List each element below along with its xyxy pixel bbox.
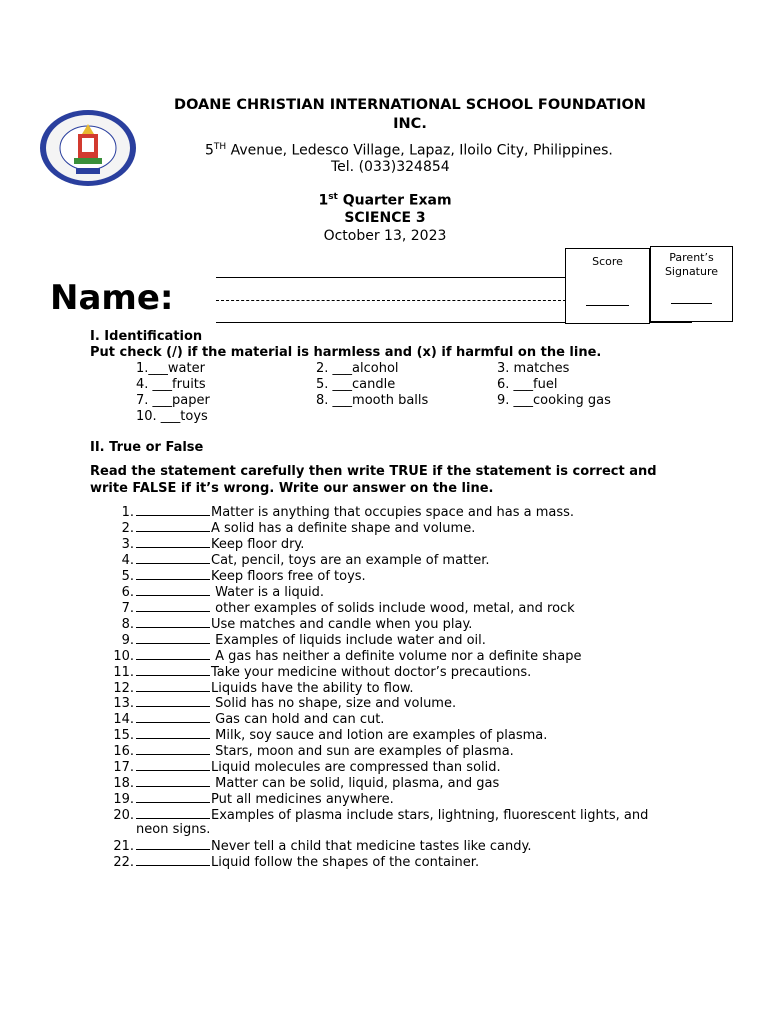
item-number: 5. [121,569,134,584]
item-number: 4. [121,553,134,568]
answer-blank[interactable] [136,584,210,596]
name-line-dashed[interactable] [216,300,566,301]
identification-item: 7. ___paper [136,393,210,408]
answer-blank[interactable] [136,680,210,692]
answer-blank[interactable] [136,759,210,771]
statement-text: Keep floor dry. [211,537,305,552]
item-number: 6. [121,585,134,600]
item-number: 20. [113,808,134,823]
school-telephone: Tel. (033)324854 [331,159,450,175]
true-false-item [110,584,324,601]
true-false-item [110,727,547,744]
score-box[interactable] [565,248,650,324]
statement-text: Gas can hold and can cut. [211,712,385,727]
answer-blank[interactable] [136,727,210,739]
answer-blank[interactable] [136,838,210,850]
identification-item: 1.___water [136,361,205,376]
signature-label-line1: Parent’s [669,251,714,264]
statement-text: Matter is anything that occupies space and has a mass. [211,505,575,520]
answer-blank[interactable] [136,648,210,660]
item-number: 2. [121,521,134,536]
quarter-number: 1 [318,192,329,209]
true-false-item [110,743,514,760]
answer-blank[interactable] [136,536,210,548]
name-label: Name: [50,278,174,318]
statement-text: A gas has neither a definite volume nor a definite shape [211,649,582,664]
item-number: 19. [113,792,134,807]
answer-blank[interactable] [136,711,210,723]
statement-text: Use matches and candle when you play. [211,617,473,632]
statement-text: Water is a liquid. [211,585,325,600]
section2-instruction-line1: Read the statement carefully then write TRUE if the statement is correct and [90,464,657,479]
school-address [205,142,613,159]
identification-item: 2. ___alcohol [316,361,399,376]
item-number: 17. [113,760,134,775]
answer-blank[interactable] [136,807,210,819]
address-number: 5 [205,142,214,159]
item-number: 10. [113,649,134,664]
true-false-item [110,838,531,855]
true-false-item [110,775,499,792]
section2-instruction-line2: write FALSE if it’s wrong. Write our answer on the line. [90,481,494,496]
item-number: 3. [121,537,134,552]
statement-text: Liquid molecules are compressed than solid. [211,760,501,775]
statement-text: Liquids have the ability to flow. [211,681,414,696]
section1-title: I. Identification [90,329,203,344]
answer-blank[interactable] [136,504,210,516]
statement-text: Cat, pencil, toys are an example of matter. [211,553,490,568]
school-name-line2: INC. [393,116,427,132]
answer-blank[interactable] [136,791,210,803]
answer-blank[interactable] [136,632,210,644]
statement-text: Stars, moon and sun are examples of plasma. [211,744,514,759]
statement-text: Take your medicine without doctor’s precautions. [211,665,532,680]
score-label: Score [592,255,623,268]
true-false-item [110,632,486,649]
item-number: 1. [121,505,134,520]
true-false-item [110,791,394,808]
answer-blank[interactable] [136,775,210,787]
statement-text: Put all medicines anywhere. [211,792,394,807]
true-false-item [110,552,490,569]
true-false-item [110,759,501,776]
true-false-item [110,536,304,553]
address-text: Avenue, Ledesco Village, Lapaz, Iloilo City, Philippines. [226,142,613,159]
answer-blank[interactable] [136,664,210,676]
item-number: 14. [113,712,134,727]
statement-text: Solid has no shape, size and volume. [211,696,457,711]
address-superscript: TH [213,142,227,152]
statement-text: Examples of plasma include stars, lightning, fluorescent lights, and [211,808,649,823]
identification-item: 5. ___candle [316,377,396,392]
identification-item: 10. ___toys [136,409,208,424]
statement-text: Milk, soy sauce and lotion are examples of plasma. [211,728,548,743]
exam-subject: SCIENCE 3 [344,210,426,226]
quarter-text: Quarter Exam [337,192,452,209]
answer-blank[interactable] [136,695,210,707]
identification-item: 4. ___fruits [136,377,206,392]
item-number: 13. [113,696,134,711]
answer-blank[interactable] [136,600,210,612]
true-false-item [110,695,456,712]
answer-blank[interactable] [136,616,210,628]
score-line [586,305,629,306]
true-false-item [110,854,479,871]
item-number: 21. [113,839,134,854]
item-number: 8. [121,617,134,632]
item-number: 11. [113,665,134,680]
statement-text: Examples of liquids include water and oil. [211,633,486,648]
statement-text: Keep floors free of toys. [211,569,366,584]
item-number: 12. [113,681,134,696]
item-number: 16. [113,744,134,759]
answer-blank[interactable] [136,854,210,866]
true-false-item [110,664,531,681]
true-false-item [110,568,366,585]
exam-quarter [235,192,535,209]
identification-item: 3. matches [497,361,570,376]
section2-title: II. True or False [90,440,204,455]
true-false-item [110,616,472,633]
signature-label-line2: Signature [664,265,719,278]
true-false-item [110,520,475,537]
answer-blank[interactable] [136,552,210,564]
exam-date: October 13, 2023 [323,228,447,244]
name-line-top [216,277,566,278]
true-false-item [110,711,384,728]
signature-line [671,303,712,304]
statement-text: Matter can be solid, liquid, plasma, and gas [211,776,500,791]
statement-text: other examples of solids include wood, metal, and rock [211,601,575,616]
statement-text: Never tell a child that medicine tastes like candy. [211,839,532,854]
item-number: 7. [121,601,134,616]
identification-item: 9. ___cooking gas [497,393,611,408]
true-false-item [110,504,574,521]
true-false-item [110,600,575,617]
item-number: 9. [121,633,134,648]
identification-item: 8. ___mooth balls [316,393,429,408]
parent-signature-box[interactable] [650,246,733,322]
answer-blank[interactable] [136,520,210,532]
school-name-line1: DOANE CHRISTIAN INTERNATIONAL SCHOOL FOUNDATION [174,97,646,113]
quarter-superscript: st [328,192,338,202]
item-number: 22. [113,855,134,870]
identification-item: 6. ___fuel [497,377,558,392]
item-number: 15. [113,728,134,743]
true-false-item [110,648,581,665]
statement-text: A solid has a definite shape and volume. [211,521,476,536]
statement-text: Liquid follow the shapes of the container. [211,855,480,870]
answer-blank[interactable] [136,568,210,580]
item-number: 18. [113,776,134,791]
answer-blank[interactable] [136,743,210,755]
section1-instruction: Put check (/) if the material is harmless and (x) if harmful on the line. [90,345,602,360]
item20-continuation: neon signs. [136,822,211,837]
